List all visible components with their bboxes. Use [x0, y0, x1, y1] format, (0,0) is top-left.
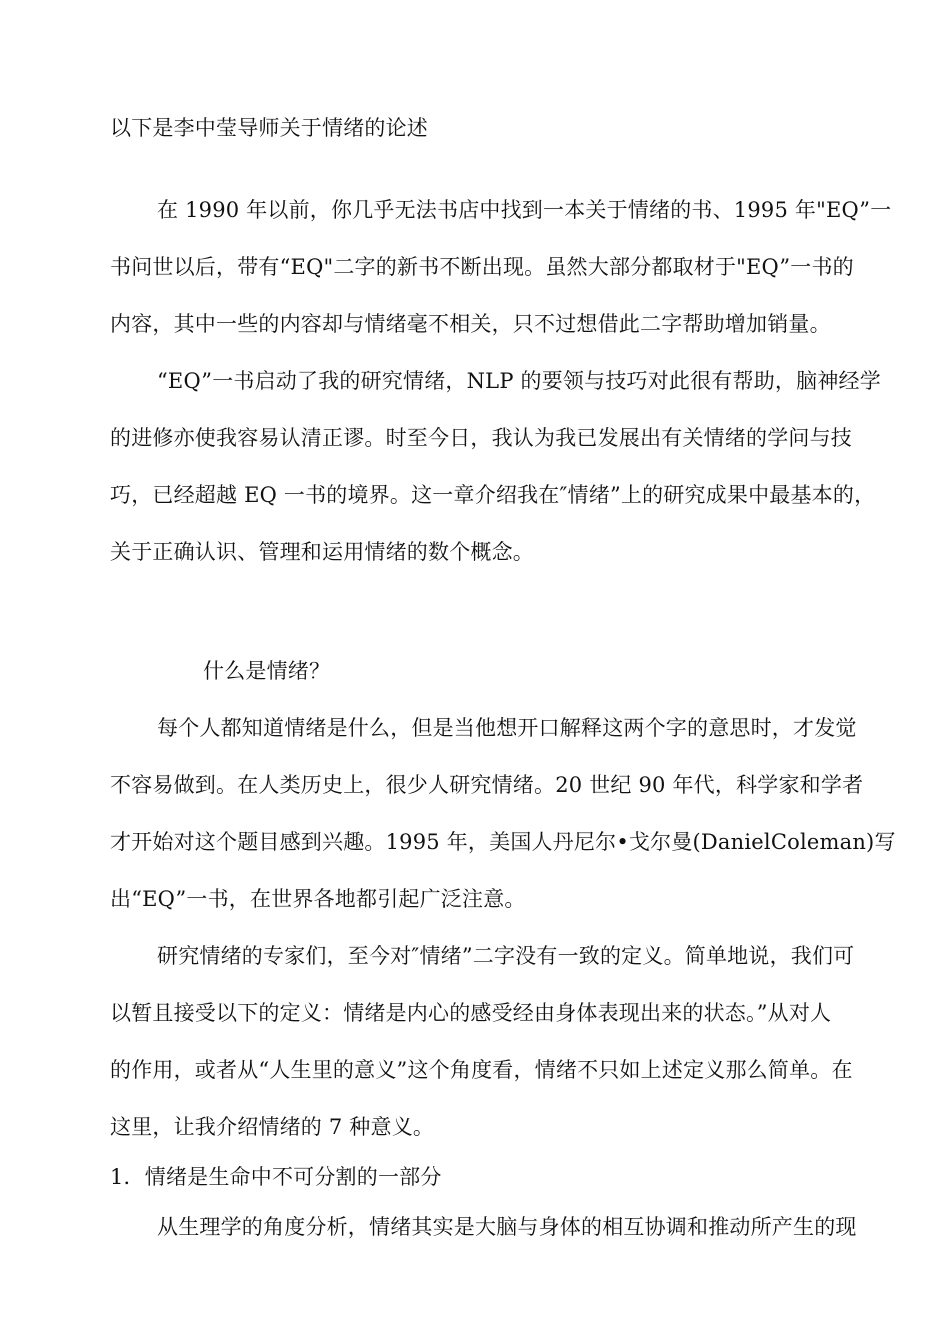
paragraph-5-line-1: 从生理学的角度分析，情绪其实是大脑与身体的相互协调和推动所产生的现 — [157, 1215, 857, 1239]
paragraph-2-line-3: 巧，已经超越 EQ 一书的境界。这一章介绍我在″情绪”上的研究成果中最基本的， — [110, 483, 876, 507]
paragraph-3-line-2: 不容易做到。在人类历史上，很少人研究情绪。20 世纪 90 年代，科学家和学者 — [110, 773, 864, 797]
paragraph-1-line-1: 在 1990 年以前，你几乎无法书店中找到一本关于情绪的书、1995 年"EQ”一 — [157, 198, 892, 222]
paragraph-2-line-2: 的进修亦使我容易认清正谬。时至今日，我认为我已发展出有关情绪的学问与技 — [110, 426, 852, 450]
paragraph-4-line-4: 这里，让我介绍情绪的 7 种意义。 — [110, 1115, 435, 1139]
paragraph-1-line-2: 书问世以后，带有“EQ"二字的新书不断出现。虽然大部分都取材于"EQ”一书的 — [110, 255, 854, 279]
paragraph-3-line-4: 出“EQ”一书，在世界各地都引起广泛注意。 — [110, 887, 526, 911]
list-item-1: 1．情绪是生命中不可分割的一部分 — [110, 1165, 442, 1189]
paragraph-3-line-3: 才开始对这个题目感到兴趣。1995 年，美国人丹尼尔•戈尔曼(DanielColeman)写 — [110, 830, 896, 854]
paragraph-2-line-4: 关于正确认识、管理和运用情绪的数个概念。 — [110, 540, 534, 564]
paragraph-2-line-1: “EQ”一书启动了我的研究情绪，NLP 的要领与技巧对此很有帮助，脑神经学 — [157, 369, 881, 393]
paragraph-4-line-1: 研究情绪的专家们，至今对″情绪”二字没有一致的定义。简单地说，我们可 — [157, 944, 855, 968]
paragraph-3-line-1: 每个人都知道情绪是什么，但是当他想开口解释这两个字的意思时，才发觉 — [157, 716, 857, 740]
section-heading: 什么是情绪？ — [203, 659, 331, 683]
paragraph-4-line-2: 以暂且接受以下的定义：情绪是内心的感受经由身体表现出来的状态。”从对人 — [110, 1001, 832, 1025]
paragraph-1-line-3: 内容，其中一些的内容却与情绪毫不相关，只不过想借此二字帮助增加销量。 — [110, 312, 831, 336]
paragraph-4-line-3: 的作用，或者从“人生里的意义”这个角度看，情绪不只如上述定义那么简单。在 — [110, 1058, 853, 1082]
intro-line: 以下是李中莹导师关于情绪的论述 — [110, 116, 428, 140]
